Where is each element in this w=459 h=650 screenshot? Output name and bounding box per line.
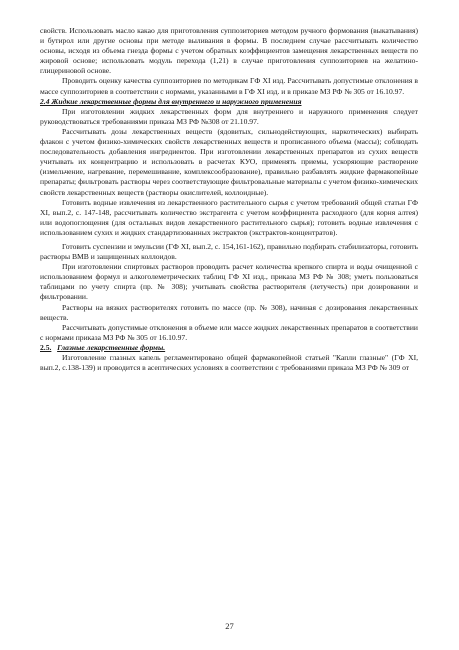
heading-section-2-4	[40, 97, 418, 107]
heading-section-2-5-title: Глазные лекарственные формы.	[57, 342, 166, 352]
heading-section-2-4-text: 2.4 Жидкие лекарственные формы для внутреннего и наружного применения	[40, 96, 302, 106]
paragraph-liquid-forms-intro: При изготовлении жидких лекарственных форм для внутреннего и наружного применения следует руководствоваться требованиями приказа МЗ РФ №308 от 21.10.97.	[40, 106, 418, 126]
heading-section-2-5	[40, 343, 418, 353]
paragraph-viscous-solvents: Растворы на вязких растворителях готовить по массе (пр. № 308), начиная с дозирования лекарственных веществ.	[40, 302, 418, 322]
page-body	[40, 26, 418, 373]
paragraph-allowed-deviations: Рассчитывать допустимые отклонения в объеме или массе жидких лекарственных препаратов в соответствии с нормами приказа МЗ РФ № 305 от 16.10.97.	[40, 322, 418, 342]
paragraph-water-extracts: Готовить водные извлечения из лекарственного растительного сырья с учетом требований общей статьи ГФ XI, вып.2, с. 147-148, рассчитывать количество экстрагента с учетом коэффициента расходного (для корня алтея) или водопоглощения (для остальных видов лекарственного растительного сырья); готовить водные извлечения с использованием сухих и жидких стандартизованных экстрактов (экстрактов-концентратов).	[40, 197, 418, 237]
paragraph-dose-calculation: Рассчитывать дозы лекарственных веществ (ядовитых, сильнодействующих, наркотических) выбирать флакон с учетом физико-химических свойств лекарственных веществ и прописанного объема (массы); соблюдать последовательность добавления ингредиентов. При изготовлении лекарственных препаратов из сухих веществ учитывать их концентрацию и использовать в расчетах КУО, применять приемы, ускоряющие растворение (измельчение, нагревание, перемешивание, комплексообразование), правильно разбавлять жидкие фармакопейные препараты; фильтровать растворы через соответствующие фильтровальные материалы с учетом физико-химических свойств лекарственных веществ (растворы окислителей, коллоидные).	[40, 126, 418, 197]
paragraph-suppository-bases: свойств. Использовать масло какао для приготовления суппозиториев методом ручного формования (выкатывания) и бутирол или другие основы при методе выливания в формы. В последнем случае рассчитывать количество основы, исходя из объема гнезда формы с учетом обратных коэффициентов замещения лекарственных веществ по жировой основе; использовать модуль перехода (1,21) в случае приготовления суппозиториев на желатино-глицериновой основе.	[40, 26, 418, 76]
paragraph-suppository-quality: Проводить оценку качества суппозиториев по методикам ГФ XI изд. Рассчитывать допустимые отклонения в массе суппозиториев в соответствии с нормами, указанными в ГФ XI изд. и в приказе МЗ РФ № 305 от 16.10.97.	[40, 76, 418, 96]
paragraph-alcohol-solutions: При изготовлении спиртовых растворов проводить расчет количества крепкого спирта и воды очищенной с использованием формул и алкоголеметрических таблиц ГФ XI изд., приказа МЗ РФ № 308; уметь пользоваться таблицами по учету спирта (пр. № 308); учитывать свойства растворителя (летучесть) при дозировании и фильтровании.	[40, 262, 418, 302]
paragraph-eye-drops: Изготовление глазных капель регламентировано общей фармакопейной статьей "Капли глазные" (ГФ XI, вып.2, с.138-139) и проводится в асептических условиях в соответствии с требованиями приказа МЗ РФ № 309 от	[40, 353, 418, 373]
page-number: 27	[225, 621, 234, 631]
paragraph-suspensions-emulsions: Готовить суспензии и эмульсии (ГФ XI, вып.2, с. 154,161-162), правильно подбирать стабилизаторы, готовить растворы ВМВ и защищенных коллоидов.	[40, 241, 418, 262]
heading-section-2-5-number: 2.5.	[40, 342, 52, 352]
